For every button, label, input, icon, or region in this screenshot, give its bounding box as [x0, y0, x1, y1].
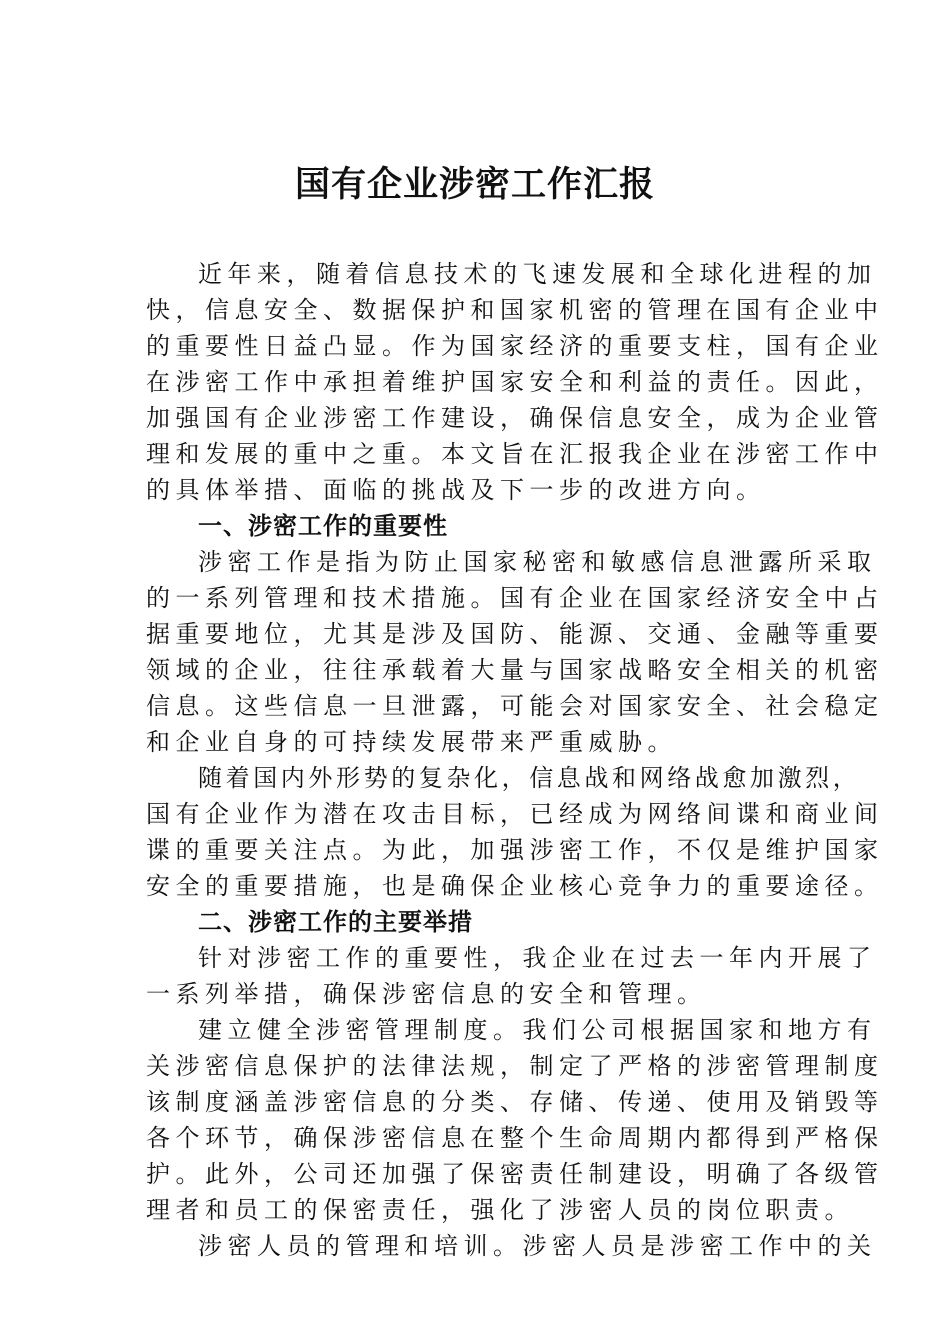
body-text-line: 理者和员工的保密责任，强化了涉密人员的岗位职责。 — [146, 1196, 854, 1224]
body-text-line: 一系列举措，确保涉密信息的安全和管理。 — [146, 980, 707, 1008]
section-heading: 一、涉密工作的重要性 — [198, 512, 448, 540]
body-text-line: 针对涉密工作的重要性，我企业在过去一年内开展了 — [198, 944, 877, 972]
body-text-line: 领域的企业，往往承载着大量与国家战略安全相关的机密 — [146, 656, 884, 684]
section-heading: 二、涉密工作的主要举措 — [198, 908, 473, 936]
body-text-line: 信息。这些信息一旦泄露，可能会对国家安全、社会稳定 — [146, 692, 884, 720]
body-text-line: 该制度涵盖涉密信息的分类、存储、传递、使用及销毁等 — [146, 1088, 884, 1116]
body-text-line: 和企业自身的可持续发展带来严重威胁。 — [146, 728, 677, 756]
body-text-line: 关涉密信息保护的法律法规，制定了严格的涉密管理制度 — [146, 1052, 884, 1080]
body-text-line: 建立健全涉密管理制度。我们公司根据国家和地方有 — [198, 1016, 877, 1044]
body-text-line: 国有企业作为潜在攻击目标，已经成为网络间谍和商业间 — [146, 800, 884, 828]
body-text-line: 近年来，随着信息技术的飞速发展和全球化进程的加 — [198, 260, 877, 288]
document-title: 国有企业涉密工作汇报 — [294, 164, 655, 205]
body-text-line: 各个环节，确保涉密信息在整个生命周期内都得到严格保 — [146, 1124, 884, 1152]
body-text-line: 安全的重要措施，也是确保企业核心竞争力的重要途径。 — [146, 872, 884, 900]
body-text-line: 护。此外，公司还加强了保密责任制建设，明确了各级管 — [146, 1160, 884, 1188]
body-text-line: 在涉密工作中承担着维护国家安全和利益的责任。因此， — [146, 368, 884, 396]
body-text-line: 涉密人员的管理和培训。涉密人员是涉密工作中的关 — [198, 1232, 877, 1260]
body-text-line: 的重要性日益凸显。作为国家经济的重要支柱，国有企业 — [146, 332, 884, 360]
document-body — [146, 256, 884, 1264]
body-text-line: 据重要地位，尤其是涉及国防、能源、交通、金融等重要 — [146, 620, 884, 648]
body-text-line: 随着国内外形势的复杂化，信息战和网络战愈加激烈， — [198, 764, 861, 792]
body-text-line: 快，信息安全、数据保护和国家机密的管理在国有企业中 — [146, 296, 884, 324]
body-text-line: 的一系列管理和技术措施。国有企业在国家经济安全中占 — [146, 584, 884, 612]
body-text-line: 涉密工作是指为防止国家秘密和敏感信息泄露所采取 — [198, 548, 877, 576]
body-text-line: 理和发展的重中之重。本文旨在汇报我企业在涉密工作中 — [146, 440, 884, 468]
body-text-line: 加强国有企业涉密工作建设，确保信息安全，成为企业管 — [146, 404, 884, 432]
body-text-line: 的具体举措、面临的挑战及下一步的改进方向。 — [146, 476, 766, 504]
body-text-line: 谍的重要关注点。为此，加强涉密工作，不仅是维护国家 — [146, 836, 884, 864]
